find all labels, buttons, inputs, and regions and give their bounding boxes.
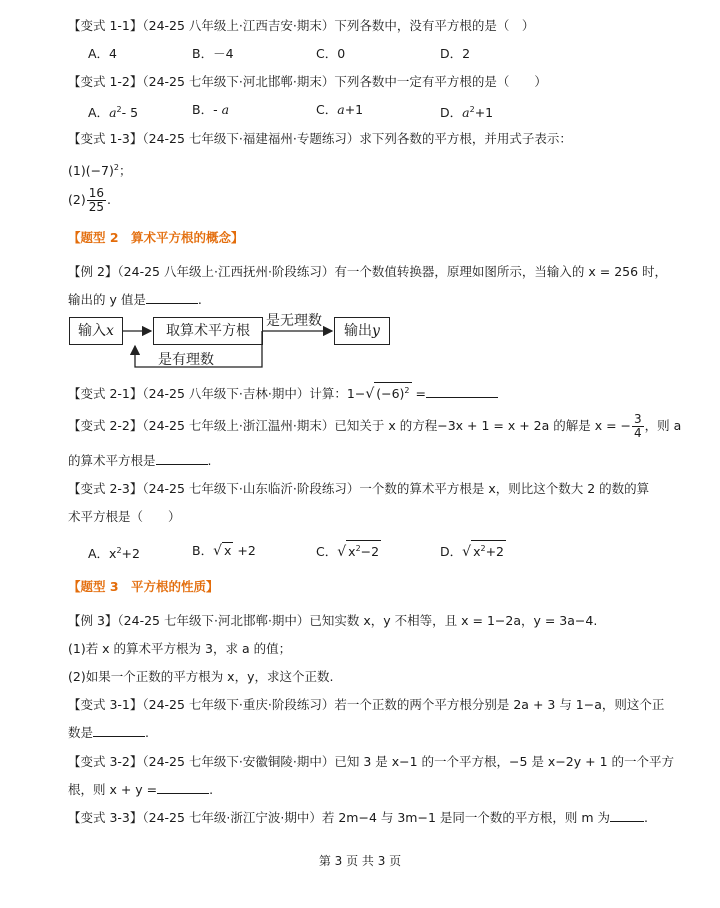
example-3-part-1: (1)若 x 的算术平方根为 3，求 a 的值； <box>68 641 292 656</box>
variant-3-1-line-1: 【变式 3-1】（24-25 七年级下·重庆·阶段练习）若一个正数的两个平方根分别是 2a + 3 与 1−a，则这个正 <box>68 697 665 712</box>
flow-input-box: 输入x <box>69 317 123 345</box>
variant-1-1-stem: 【变式 1-1】（24-25 八年级上·江西吉安·期末）下列各数中，没有平方根的是（ ） <box>68 18 535 33</box>
variant-1-2-option-a: A．$a^2-$ 5 <box>88 105 139 121</box>
variant-1-3-stem: 【变式 1-3】（24-25 七年级下·福建福州·专题练习）求下列各数的平方根，并用式子表示： <box>68 131 572 146</box>
variant-2-1: 【变式 2-1】（24-25 八年级下·吉林·期中）计算：1−√ $(-6)^2$ = <box>68 382 498 405</box>
variant-2-3-option-c: C．√ $x^2-2$ <box>316 540 381 563</box>
variant-3-2-line-1: 【变式 3-2】（24-25 七年级下·安徽铜陵·期中）已知 3 是 x−1 的一个平方根，−5 是 x−2y + 1 的一个平方 <box>68 754 674 769</box>
variant-2-3-option-a: A．$x^2+2$ <box>88 546 140 562</box>
variant-1-2-option-c: C．a+1 <box>316 102 364 117</box>
variant-1-2-stem: 【变式 1-2】（24-25 七年级下·河北邯郸·期末）下列各数中一定有平方根的是（ ） <box>68 74 547 89</box>
variant-2-3-option-b: B．√ x +2 <box>192 543 256 559</box>
example-2-line-1: 【例 2】（24-25 八年级上·江西抚州·阶段练习）有一个数值转换器，原理如图所示，当输入的 x = 256 时， <box>68 264 668 279</box>
variant-1-1-option-d: D．2 <box>440 46 471 61</box>
variant-2-2-line-1: 【变式 2-2】（24-25 七年级上·浙江温州·期末）已知关于 x 的方程−3x + 1 = x + 2a 的解是 x = − $\frac{3}{4}$ ，则 a <box>68 412 682 440</box>
page-footer: 第 3 页 共 3 页 <box>318 854 402 868</box>
variant-1-2-option-b: B．- a <box>192 102 230 117</box>
variant-1-3-part-2: (2) $\frac{16}{25}$ . <box>68 186 111 214</box>
section-heading-type-2: 【题型 2 算术平方根的概念】 <box>68 230 244 245</box>
answer-blank <box>93 724 145 737</box>
variant-1-2-option-d: D．$a^2+1$ <box>440 105 494 121</box>
fraction-16-25: $\frac{16}{25}$ <box>88 186 104 214</box>
variant-1-1-option-c: C．0 <box>316 46 346 61</box>
section-heading-type-3: 【题型 3 平方根的性质】 <box>68 579 219 594</box>
variant-1-1-option-b: B．－4 <box>192 46 234 61</box>
answer-blank <box>426 385 498 398</box>
variant-3-3: 【变式 3-3】（24-25 七年级·浙江宁波·期中）若 2m−4 与 3m−1 是同一个数的平方根，则 m 为 . <box>68 810 648 825</box>
example-3-part-2: (2)如果一个正数的平方根为 x，y，求这个正数. <box>68 669 334 684</box>
variant-1-1-option-a: A．4 <box>88 46 118 61</box>
variant-2-3-line-2: 术平方根是（ ） <box>68 509 181 524</box>
flow-irrational-label: 是无理数 <box>266 313 322 329</box>
example-3-line-1: 【例 3】（24-25 七年级下·河北邯郸·期中）已知实数 x，y 不相等，且 x = 1−2a，y = 3a−4. <box>68 613 598 628</box>
flow-output-box: 输出y <box>334 317 390 345</box>
answer-blank <box>157 781 209 794</box>
variant-2-3-option-d: D．√ $x^2+2$ <box>440 540 506 563</box>
answer-blank <box>610 809 644 822</box>
answer-blank <box>146 291 198 304</box>
variant-2-2-line-2: 的算术平方根是 . <box>68 453 212 468</box>
example-2-line-2: 输出的 y 值是 . <box>68 292 202 307</box>
flow-rational-label: 是有理数 <box>158 352 214 368</box>
variant-3-2-line-2: 根，则 x + y = . <box>68 782 214 797</box>
answer-blank <box>156 452 208 465</box>
variant-3-1-line-2: 数是 . <box>68 725 149 740</box>
flow-process-box: 取算术平方根 <box>153 317 263 345</box>
variant-2-3-line-1: 【变式 2-3】（24-25 七年级下·山东临沂·阶段练习）一个数的算术平方根是 x，则比这个数大 2 的数的算 <box>68 481 650 496</box>
variant-1-3-part-1: $(1)(-7)^2$； <box>68 163 132 179</box>
fraction-3-4: $\frac{3}{4}$ <box>634 412 642 440</box>
